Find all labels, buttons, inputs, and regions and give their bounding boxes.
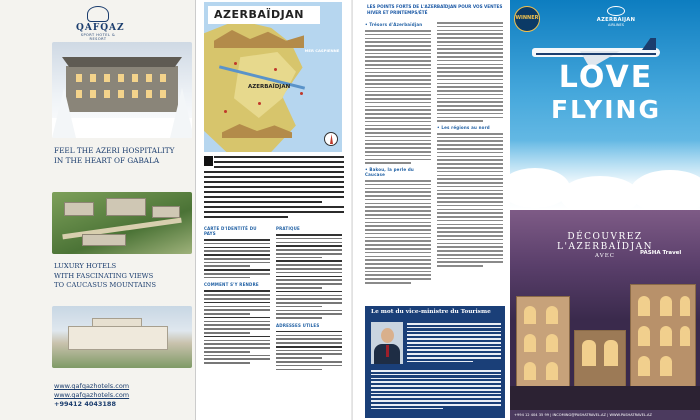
crest-icon	[87, 6, 109, 22]
sea-label: MER CASPIENNE	[304, 48, 340, 53]
winter-hotel-photo	[52, 42, 192, 138]
contact-footer: +994 12 404 35 99 | INCOMING@PASHATRAVEL.AZ | WWW.PASHATRAVEL.AZ	[510, 410, 700, 420]
quote-box-title: Le mot du vice-ministre du Tourisme	[371, 309, 491, 315]
phone-number: +99412 4043188	[54, 400, 116, 408]
qafqaz-hotel-ad	[0, 0, 196, 420]
hospitality-headline: FEEL THE AZERI HOSPITALITY IN THE HEART OF GABALA	[54, 146, 175, 165]
website-link[interactable]: www.qafqazhotels.com	[54, 382, 130, 390]
map-title: AZERBAÏDJAN	[208, 6, 320, 24]
logo-name: QAFQAZ	[76, 23, 125, 33]
website-link-2[interactable]: www.qafqazhotels.com	[54, 391, 130, 399]
section-heading-addresses: ADRESSES UTILES	[276, 322, 320, 328]
logo-subtitle: SPORT HOTEL & RESORT	[80, 33, 116, 41]
section-heading-identity: CARTE D'IDENTITÉ DU PAYS	[204, 226, 257, 236]
airline-emblem-icon	[607, 6, 625, 16]
aerial-resort-photo	[52, 192, 192, 254]
compass-icon	[324, 132, 338, 146]
article-page-left	[196, 0, 352, 420]
article-page-right	[352, 0, 510, 420]
quote-text-bottom	[371, 370, 501, 412]
bullet-heading-north: • Les régions au nord	[437, 124, 490, 130]
vice-minister-portrait	[371, 322, 403, 364]
article-heading: LES POINTS FORTS DE L'AZERBAÏDJAN POUR VOS VENTES HIVER ET PRINTEMPS/ÉTÉ	[367, 4, 503, 15]
resort-photo	[52, 306, 192, 368]
azerbaijan-map	[204, 2, 342, 152]
info-column-left	[204, 226, 270, 366]
article-column-1	[365, 22, 431, 286]
azerbaijan-airlines-ad	[510, 0, 700, 210]
pasha-travel-logo: PASHA Travel	[640, 250, 682, 256]
section-heading-practical: PRATIQUE	[276, 226, 300, 231]
airline-logo: AZERBAIJAN AIRLINES	[596, 6, 636, 27]
ad-headline-flying: FLYING	[551, 95, 661, 124]
quote-text-top	[407, 323, 501, 365]
discover-headline: DÉCOUVREZ L'AZERBAÏDJAN AVEC	[557, 232, 653, 259]
street	[510, 386, 700, 410]
country-label: AZERBAÏDJAN	[248, 84, 291, 90]
qafqaz-logo	[76, 6, 125, 41]
section-heading-travel: COMMENT S'Y RENDRE	[204, 282, 259, 288]
intro-paragraph	[204, 156, 344, 221]
bullet-heading-baku: • Bakou, la perle du Caucase	[365, 166, 414, 177]
ad-headline-love: LOVE	[558, 60, 654, 95]
info-column-right	[276, 226, 342, 372]
pasha-travel-ad	[510, 210, 700, 420]
vice-minister-quote-box	[365, 306, 505, 418]
award-badge: WINNER	[514, 6, 540, 32]
article-column-2	[437, 22, 503, 269]
luxury-tagline: LUXURY HOTELS WITH FASCINATING VIEWS TO CAUCASUS MOUNTAINS	[54, 262, 156, 289]
bullet-heading-treasures: • Trésors d'Azerbaïdjan	[365, 22, 423, 27]
